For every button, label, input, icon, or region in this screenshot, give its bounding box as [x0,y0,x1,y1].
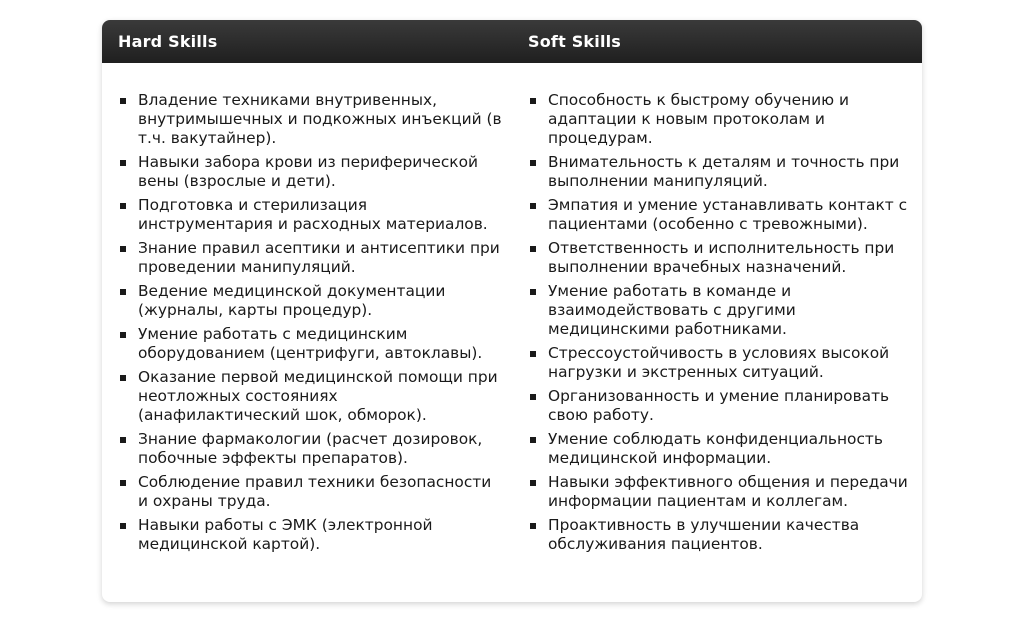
list-item: Навыки эффективного общения и передачи информации пациентам и коллегам. [528,473,914,511]
header-hard-skills: Hard Skills [118,32,218,51]
table-body [102,63,922,559]
list-item: Знание правил асептики и антисептики при проведении манипуляций. [118,239,504,277]
list-item: Проактивность в улучшении качества обслуживания пациентов. [528,516,914,554]
list-item: Умение соблюдать конфиденциальность медицинской информации. [528,430,914,468]
list-item: Подготовка и стерилизация инструментария и расходных материалов. [118,196,504,234]
list-item: Владение техниками внутривенных, внутримышечных и подкожных инъекций (в т.ч. вакутайнер). [118,91,504,148]
list-item: Умение работать в команде и взаимодействовать с другими медицинскими работниками. [528,282,914,339]
list-item: Умение работать с медицинским оборудованием (центрифуги, автоклавы). [118,325,504,363]
list-item: Навыки забора крови из периферической вены (взрослые и дети). [118,153,504,191]
soft-skills-column [512,91,922,559]
skills-table [102,20,922,602]
list-item: Эмпатия и умение устанавливать контакт с пациентами (особенно с тревожными). [528,196,914,234]
list-item: Оказание первой медицинской помощи при неотложных состояниях (анафилактический шок, обморок). [118,368,504,425]
list-item: Знание фармакологии (расчет дозировок, побочные эффекты препаратов). [118,430,504,468]
list-item: Навыки работы с ЭМК (электронной медицинской картой). [118,516,504,554]
table-header [102,20,922,63]
list-item: Ведение медицинской документации (журналы, карты процедур). [118,282,504,320]
list-item: Соблюдение правил техники безопасности и охраны труда. [118,473,504,511]
list-item: Внимательность к деталям и точность при выполнении манипуляций. [528,153,914,191]
list-item: Способность к быстрому обучению и адаптации к новым протоколам и процедурам. [528,91,914,148]
header-soft-skills: Soft Skills [528,32,622,51]
hard-skills-column [102,91,512,559]
list-item: Стрессоустойчивость в условиях высокой нагрузки и экстренных ситуаций. [528,344,914,382]
soft-skills-list [528,91,914,554]
list-item: Ответственность и исполнительность при выполнении врачебных назначений. [528,239,914,277]
list-item: Организованность и умение планировать свою работу. [528,387,914,425]
hard-skills-list [118,91,504,554]
